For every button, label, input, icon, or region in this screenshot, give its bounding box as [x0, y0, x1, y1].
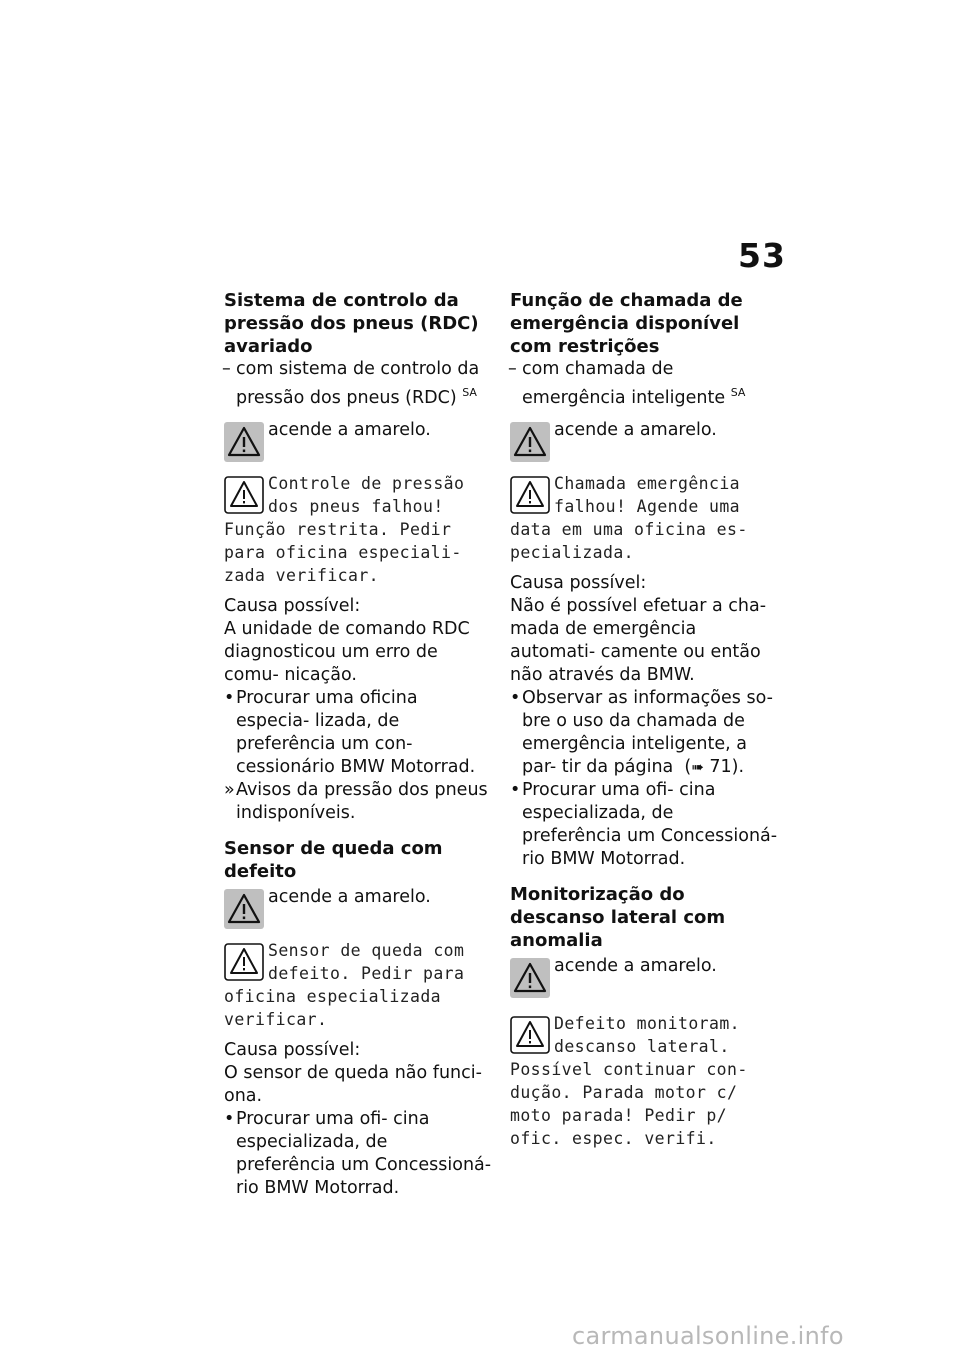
warning-triangle-icon — [224, 889, 264, 929]
condition-emergency-call: – com chamada de emergência inteligente $^{SA}$ — [508, 359, 746, 408]
display-warning-icon — [224, 476, 264, 514]
cause-text: O sensor de queda não funci- ona. — [224, 1062, 482, 1106]
section-heading-emergency-call: Função de chamada de emergência disponível com restrições — [510, 290, 743, 357]
light-status-text: acende a amarelo. — [268, 419, 431, 440]
condition-rdc: – com sistema de controlo da pressão dos pneus (RDC) $^{SA}$ — [222, 359, 480, 408]
right-column — [510, 289, 778, 1150]
warning-triangle-icon — [510, 422, 550, 462]
sa-superscript: SA — [462, 386, 477, 399]
display-message: Defeito monitoram. descanso lateral. Possível continuar con- dução. Parada motor c/ moto parada! Pedir p/ ofic. espec. verifi. — [510, 1013, 748, 1148]
display-warning-icon — [224, 943, 264, 981]
cause-label: Causa possível: — [224, 1039, 361, 1060]
cause-text: A unidade de comando RDC diagnosticou um erro de comu- nicação. — [224, 618, 470, 685]
cause-text: Não é possível efetuar a cha- mada de emergência automati- camente ou então não através da BMW. — [510, 595, 767, 685]
display-message: Controle de pressão dos pneus falhou! Função restrita. Pedir para oficina especiali- zada verificar. — [224, 473, 465, 585]
cross-reference: » Avisos da pressão dos pneus indisponíveis. — [224, 779, 488, 823]
warning-light-row — [224, 418, 492, 464]
light-status-text: acende a amarelo. — [268, 886, 431, 907]
watermark: carmanualsonline.info — [572, 1322, 844, 1350]
display-message: Chamada emergência falhou! Agende uma data em uma oficina es- pecializada. — [510, 473, 748, 562]
warning-triangle-icon — [510, 958, 550, 998]
action-bullet: • Procurar uma ofi- cina especializada, de preferência um Concessioná- rio BMW Motorrad. — [224, 1108, 492, 1198]
cause-label: Causa possível: — [510, 572, 647, 593]
display-warning-icon — [510, 476, 550, 514]
warning-triangle-icon — [224, 422, 264, 462]
action-bullet: • Procurar uma ofi- cina especializada, de preferência um Concessioná- rio BMW Motorrad. — [510, 779, 778, 869]
cause-label: Causa possível: — [224, 595, 361, 616]
warning-light-row — [510, 954, 778, 1000]
display-warning-icon — [510, 1016, 550, 1054]
section-heading-fall-sensor: Sensor de queda com defeito — [224, 837, 443, 882]
warning-light-row — [510, 418, 778, 464]
action-bullet: • Observar as informações so- bre o uso da chamada de emergência inteligente, a par- tir da página (➠ 71). — [510, 687, 773, 777]
page-number: 53 — [738, 236, 786, 275]
page-reference[interactable]: 71). — [709, 756, 745, 777]
section-heading-rdc: Sistema de controlo da pressão dos pneus (RDC) avariado — [224, 290, 479, 357]
action-bullet: • Procurar uma oficina especia- lizada, de preferência um con- cessionário BMW Motorrad. — [224, 687, 476, 777]
display-message: Sensor de queda com defeito. Pedir para oficina especializada verificar. — [224, 940, 465, 1029]
sa-superscript: SA — [730, 386, 746, 399]
arrow-ref-icon: ➠ — [691, 757, 704, 776]
left-column — [224, 289, 492, 1200]
section-heading-side-stand: Monitorização do descanso lateral com anomalia — [510, 883, 726, 951]
light-status-text: acende a amarelo. — [554, 419, 717, 440]
light-status-text: acende a amarelo. — [554, 955, 717, 976]
warning-light-row — [224, 885, 492, 931]
